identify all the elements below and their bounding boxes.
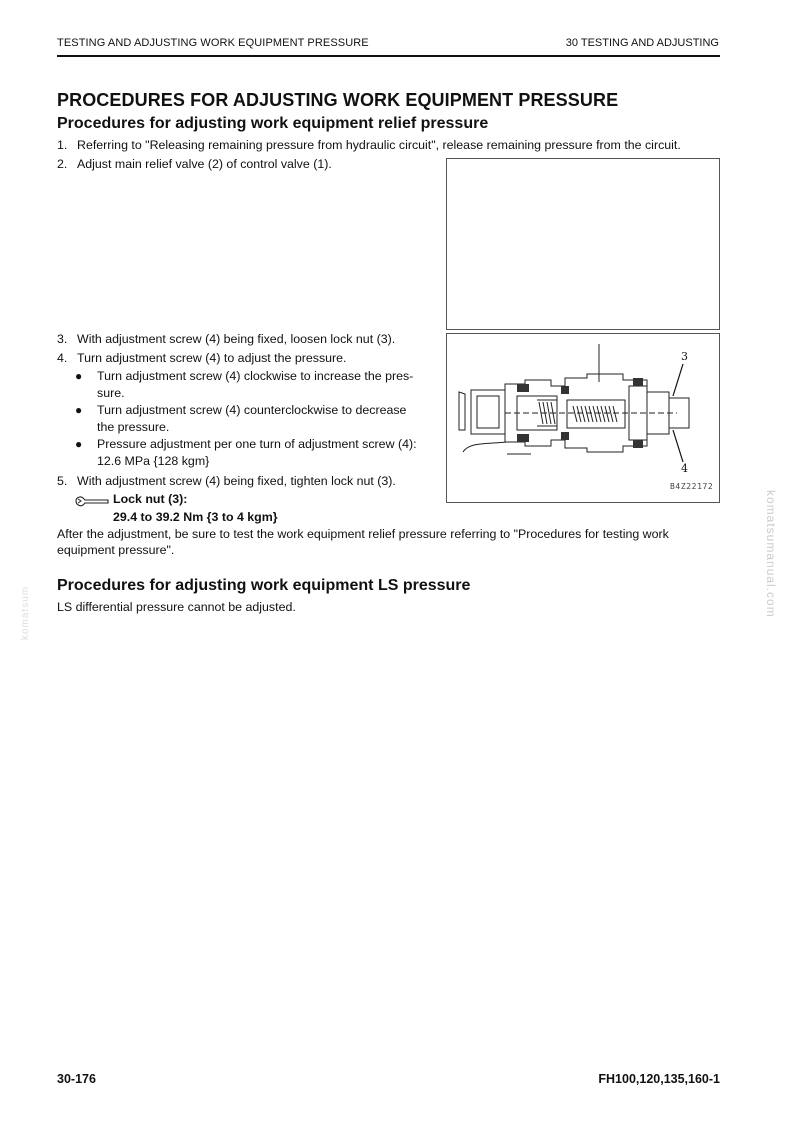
bullet-item [75, 436, 439, 470]
bullet-item [75, 402, 439, 436]
note-line: equipment pressure". [57, 543, 175, 557]
step-1 [57, 137, 722, 153]
page-title: PROCEDURES FOR ADJUSTING WORK EQUIPMENT PRESSURE [57, 90, 619, 110]
page-number: 30-176 [57, 1072, 96, 1086]
watermark-right: komatsumanual.com [764, 490, 778, 618]
header-rule [57, 55, 720, 57]
step-2-number: 2. [57, 157, 68, 171]
step-2 [57, 156, 437, 172]
bullet-line: Turn adjustment screw (4) counterclockwise to decrease [97, 403, 407, 417]
step-5-text: With adjustment screw (4) being fixed, tighten lock nut (3). [77, 474, 396, 488]
relief-valve-drawing [447, 334, 719, 502]
step-4-text: Turn adjustment screw (4) to adjust the pressure. [77, 351, 347, 365]
step-5 [57, 473, 437, 489]
callout-3: 3 [681, 350, 688, 363]
bullet-line: the pressure. [97, 420, 170, 434]
figure-relief-valve [446, 333, 720, 503]
figure-code: B4Z22172 [670, 482, 714, 491]
bullet-line: 12.6 MPa {128 kgm} [97, 454, 210, 468]
step-4-number: 4. [57, 351, 68, 365]
figure-control-valve-placeholder [446, 158, 720, 330]
step-5-number: 5. [57, 474, 68, 488]
after-adjustment-note [57, 526, 722, 558]
section-heading-relief: Procedures for adjusting work equipment relief pressure [57, 115, 489, 132]
model-number: FH100,120,135,160-1 [598, 1072, 720, 1086]
step-3-text: With adjustment screw (4) being fixed, loosen lock nut (3). [77, 332, 396, 346]
watermark-left: komatsum [20, 585, 31, 640]
bullet-dot: ● [75, 403, 83, 417]
torque-label: Lock nut (3): [113, 492, 188, 506]
step-1-number: 1. [57, 138, 68, 152]
bullet-line: sure. [97, 386, 125, 400]
running-header-right: 30 TESTING AND ADJUSTING [565, 37, 719, 49]
wrench-icon [74, 494, 110, 508]
bullet-item [75, 368, 439, 402]
step-2-text: Adjust main relief valve (2) of control valve (1). [77, 157, 332, 171]
step-3-number: 3. [57, 332, 68, 346]
running-header-left: TESTING AND ADJUSTING WORK EQUIPMENT PRESSURE [57, 37, 369, 49]
step-3 [57, 331, 437, 347]
step-4 [57, 350, 437, 366]
callout-4: 4 [681, 462, 688, 475]
torque-value: 29.4 to 39.2 Nm {3 to 4 kgm} [113, 510, 278, 524]
step-1-text: Referring to "Releasing remaining pressure from hydraulic circuit", release remaining pressure from the circuit. [77, 138, 681, 152]
bullet-line: Turn adjustment screw (4) clockwise to increase the pres- [97, 369, 414, 383]
ls-note: LS differential pressure cannot be adjusted. [57, 600, 296, 614]
section-heading-ls: Procedures for adjusting work equipment LS pressure [57, 577, 471, 594]
note-line: After the adjustment, be sure to test the work equipment relief pressure referring to "Procedures for testing work [57, 527, 669, 541]
bullet-dot: ● [75, 437, 83, 451]
bullet-dot: ● [75, 369, 83, 383]
bullet-line: Pressure adjustment per one turn of adjustment screw (4): [97, 437, 417, 451]
